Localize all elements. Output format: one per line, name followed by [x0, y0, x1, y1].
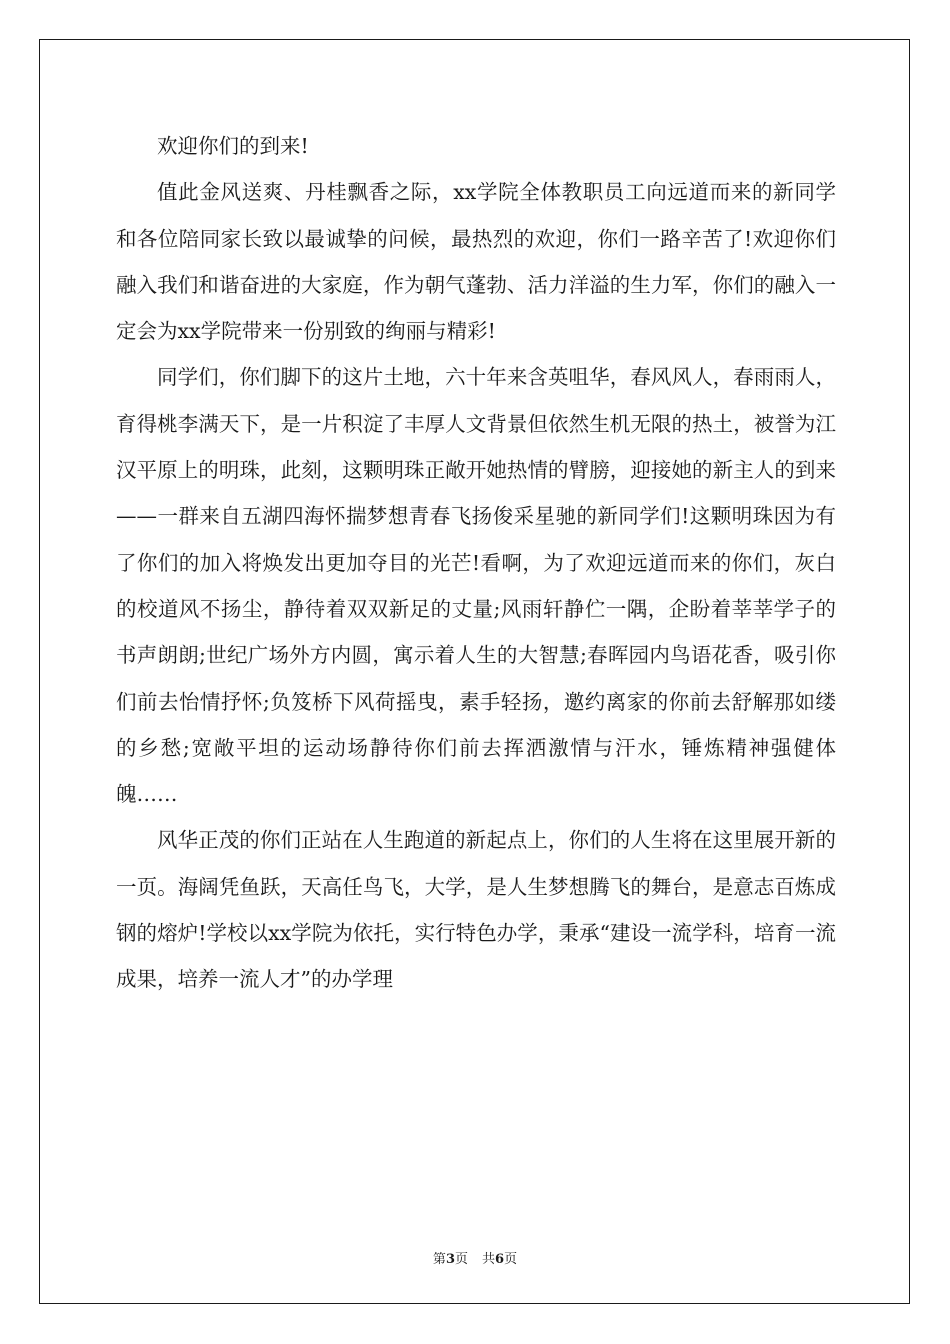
- current-page-number: 3: [445, 1252, 455, 1267]
- paragraph-welcome: 值此金风送爽、丹桂飘香之际，xx学院全体教职员工向远道而来的新同学和各位陪同家长致以最诚挚的问候，最热烈的欢迎，你们一路辛苦了!欢迎你们融入我们和谐奋进的大家庭，作为朝气蓬勃、活力洋溢的生力军，你们的融入一定会为xx学院带来一份别致的绚丽与精彩!: [116, 180, 836, 344]
- page-footer: [0, 1248, 950, 1267]
- total-pages-number: 6: [495, 1252, 505, 1267]
- total-prefix: 共: [482, 1252, 496, 1267]
- document-body: [116, 123, 836, 1003]
- paragraph-greeting: 欢迎你们的到来!: [157, 134, 309, 158]
- page-prefix: 第: [432, 1252, 446, 1267]
- paragraph-campus: 同学们，你们脚下的这片土地，六十年来含英咀华，春风风人，春雨雨人，育得桃李满天下，是一片积淀了丰厚人文背景但依然生机无限的热土，被誉为江汉平原上的明珠，此刻，这颗明珠正敞开她热情的臂膀，迎接她的新主人的到来——一群来自五湖四海怀揣梦想青春飞扬俊采星驰的新同学们!这颗明珠因为有了你们的加入将焕发出更加夺目的光芒!看啊，为了欢迎远道而来的你们，灰白的校道风不扬尘，静待着双双新足的丈量;风雨轩静伫一隅，企盼着莘莘学子的书声朗朗;世纪广场外方内圆，寓示着人生的大智慧;春晖园内鸟语花香，吸引你们前去怡情抒怀;负笈桥下风荷摇曳，素手轻扬，邀约离家的你前去舒解那如缕的乡愁;宽敞平坦的运动场静待你们前去挥洒激情与汗水，锤炼精神强健体魄……: [116, 365, 836, 807]
- total-suffix: 页: [504, 1252, 518, 1267]
- paragraph-future: 风华正茂的你们正站在人生跑道的新起点上，你们的人生将在这里展开新的一页。海阔凭鱼跃，天高任鸟飞，大学，是人生梦想腾飞的舞台，是意志百炼成钢的熔炉!学校以xx学院为依托，实行特色办学，秉承“建设一流学科，培育一流成果，培养一流人才”的办学理: [116, 828, 836, 992]
- page-suffix: 页: [454, 1252, 468, 1267]
